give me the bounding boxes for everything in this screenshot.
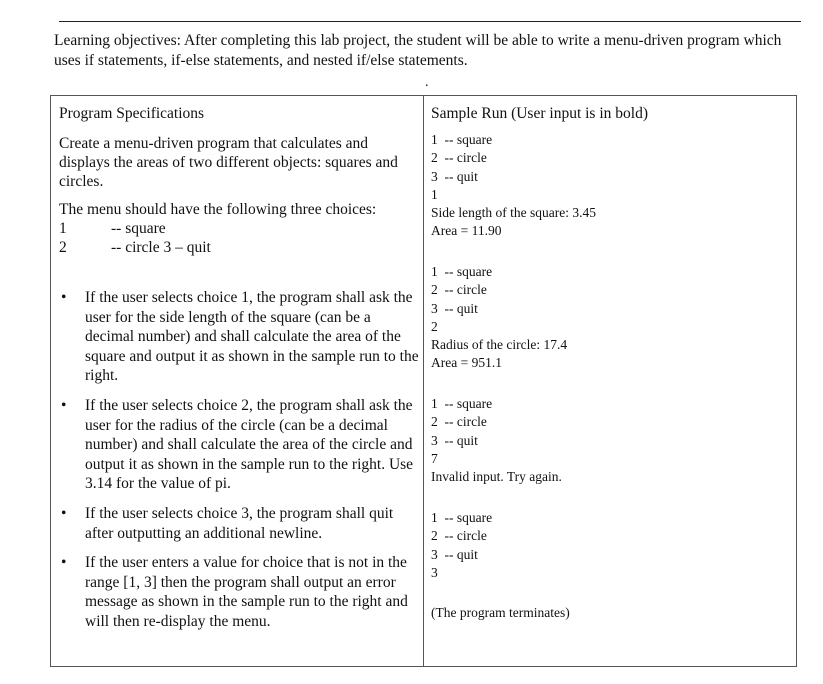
separator-dot: . [425, 75, 429, 90]
sample-run-block [431, 131, 791, 241]
menu-intro: The menu should have the following three choices: [59, 201, 377, 218]
bullet-mark: • [61, 289, 67, 306]
bullet-mark: • [61, 396, 67, 414]
requirement-text: If the user selects choice 1, the program shall ask the user for the side length of the square (can be a decimal number) and shall calculate the area of the square and output it as shown in the sample run to the right. [85, 289, 419, 385]
run-line: 1 -- square [431, 132, 493, 147]
run-line: 2 -- circle [431, 528, 487, 544]
requirement-text: If the user enters a value for choice that is not in the range [1, 3] then the program shall output an error message as shown in the sample run to the right and will then re-display the menu. [85, 554, 408, 630]
run-line: 3 -- quit [431, 300, 478, 316]
run-line: 2 [431, 318, 438, 334]
sample-run-block [431, 263, 791, 373]
top-rule [59, 21, 801, 22]
run-line: 2 -- circle [431, 150, 487, 166]
program-specifications-heading: Program Specifications [59, 105, 205, 122]
run-line: Side length of the square: 3.45 [431, 205, 596, 221]
bullet-mark: • [61, 554, 67, 572]
menu-choice-text: -- circle 3 – quit [111, 239, 211, 256]
menu-choice-text: -- square [111, 220, 166, 237]
run-line: 3 -- quit [431, 546, 478, 562]
run-line: 7 [431, 450, 438, 466]
run-line: 1 -- square [431, 510, 493, 525]
run-line: Area = 11.90 [431, 223, 502, 239]
sample-run-block [431, 509, 791, 582]
run-line: 2 -- circle [431, 414, 487, 430]
run-line: 1 -- square [431, 264, 493, 279]
sample-run-block [431, 395, 791, 486]
program-terminates-note: (The program terminates) [431, 605, 570, 620]
requirement-item [59, 288, 421, 386]
learning-objectives: Learning objectives: After completing this lab project, the student will be able to write a menu-driven program which uses if statements, if-else statements, and nested if/else statements. [54, 32, 782, 69]
program-description: Create a menu-driven program that calculates and displays the areas of two different objects: squares and circles. [59, 135, 398, 190]
requirement-text: If the user selects choice 3, the program shall quit after outputting an additional newline. [85, 504, 394, 542]
run-line: Invalid input. Try again. [431, 469, 562, 485]
run-line: 1 -- square [431, 396, 493, 411]
requirement-item [59, 396, 421, 494]
run-line: 2 -- circle [431, 282, 487, 298]
menu-choice-number: 2 [59, 239, 67, 256]
run-line: 3 [431, 564, 438, 580]
column-divider [423, 96, 424, 666]
requirements-list [59, 288, 421, 642]
spec-table [50, 95, 797, 667]
sample-run-heading: Sample Run (User input is in bold) [431, 105, 648, 122]
bullet-mark: • [61, 504, 67, 522]
run-line: Area = 951.1 [431, 355, 502, 371]
requirement-item [59, 553, 421, 631]
run-line: 3 -- quit [431, 168, 478, 184]
requirement-item [59, 504, 421, 543]
run-line: 1 [431, 186, 438, 202]
requirement-text: If the user selects choice 2, the program shall ask the user for the radius of the circle (can be a decimal number) and shall calculate the area of the circle and output it as shown in the sample run to the right. Use 3.14 for the value of pi. [85, 396, 414, 493]
run-line: Radius of the circle: 17.4 [431, 337, 568, 353]
run-line: 3 -- quit [431, 432, 478, 448]
menu-choice-number: 1 [59, 220, 67, 237]
